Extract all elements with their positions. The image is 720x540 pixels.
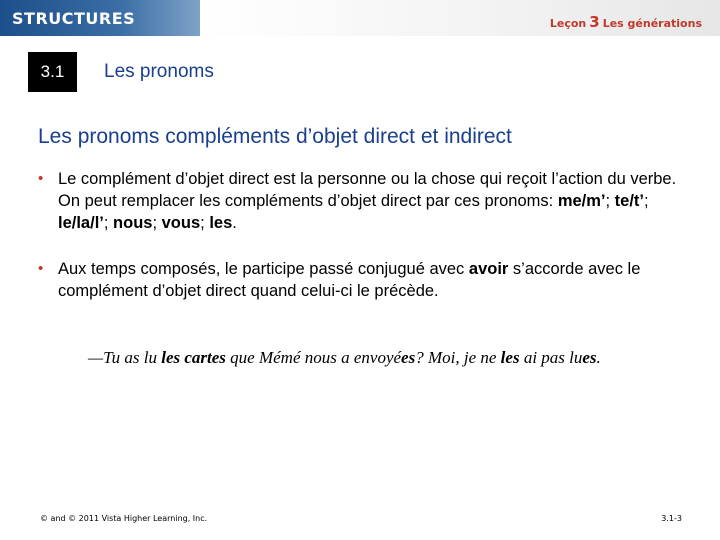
separator: ; [605, 192, 615, 210]
separator: ; [152, 214, 162, 232]
keyword-avoir: avoir [468, 260, 509, 278]
example-bold: es [401, 348, 416, 367]
example-part: ai pas lu [519, 348, 583, 367]
bullet-icon: • [38, 260, 44, 277]
footer-page-number: 3.1-3 [661, 514, 682, 523]
pronoun-le-la: le/la/l’ [58, 214, 104, 232]
example-sentence [88, 346, 698, 370]
example-bold: les cartes [161, 348, 226, 367]
bullet-text-plain: Le complément d’objet direct est la personne ou la chose qui reçoit l’action du verbe. On peut remplacer les compléments d’objet direct par ces pronoms: [58, 170, 677, 210]
section-number-badge: 3.1 [28, 52, 77, 92]
lesson-number: 3 [589, 13, 600, 31]
brand-title: STRUCTURES [12, 9, 136, 28]
example-bold: es [582, 348, 597, 367]
bullet-text [38, 168, 698, 234]
bullet-item-direct-object [38, 168, 698, 234]
pronoun-nous: nous [113, 214, 153, 232]
bullet-text [38, 258, 698, 302]
lesson-label [550, 13, 702, 31]
separator: ; [103, 214, 114, 232]
example-part: —Tu as lu [88, 348, 162, 367]
example-bold: les [500, 348, 520, 367]
example-part: . [596, 348, 601, 367]
bullet-item-past-participle [38, 258, 698, 302]
lesson-title: Les générations [602, 17, 702, 30]
bullet-text-after: s’accorde avec le complément d’objet direct quand celui-ci le précède. [58, 260, 641, 300]
top-banner [0, 0, 720, 36]
lesson-prefix: Leçon [549, 17, 587, 30]
example-part: ? Moi, je ne [415, 348, 501, 367]
bullet-text-before: Aux temps composés, le participe passé conjugué avec [58, 260, 469, 278]
period: . [232, 214, 237, 232]
page-heading: Les pronoms compléments d’objet direct et indirect [38, 125, 512, 148]
pronoun-te: te/t’ [614, 192, 645, 210]
brand-banner [0, 0, 200, 36]
pronoun-vous: vous [161, 214, 201, 232]
footer-copyright: © and © 2011 Vista Higher Learning, Inc. [40, 514, 208, 523]
separator: ; [200, 214, 210, 232]
section-title: Les pronoms [104, 61, 214, 82]
separator: ; [644, 192, 649, 210]
lesson-banner [200, 0, 720, 36]
bullet-icon: • [38, 170, 44, 187]
example-part: que Mémé nous a envoyé [225, 348, 402, 367]
pronoun-les: les [209, 214, 233, 232]
pronoun-me: me/m’ [557, 192, 606, 210]
